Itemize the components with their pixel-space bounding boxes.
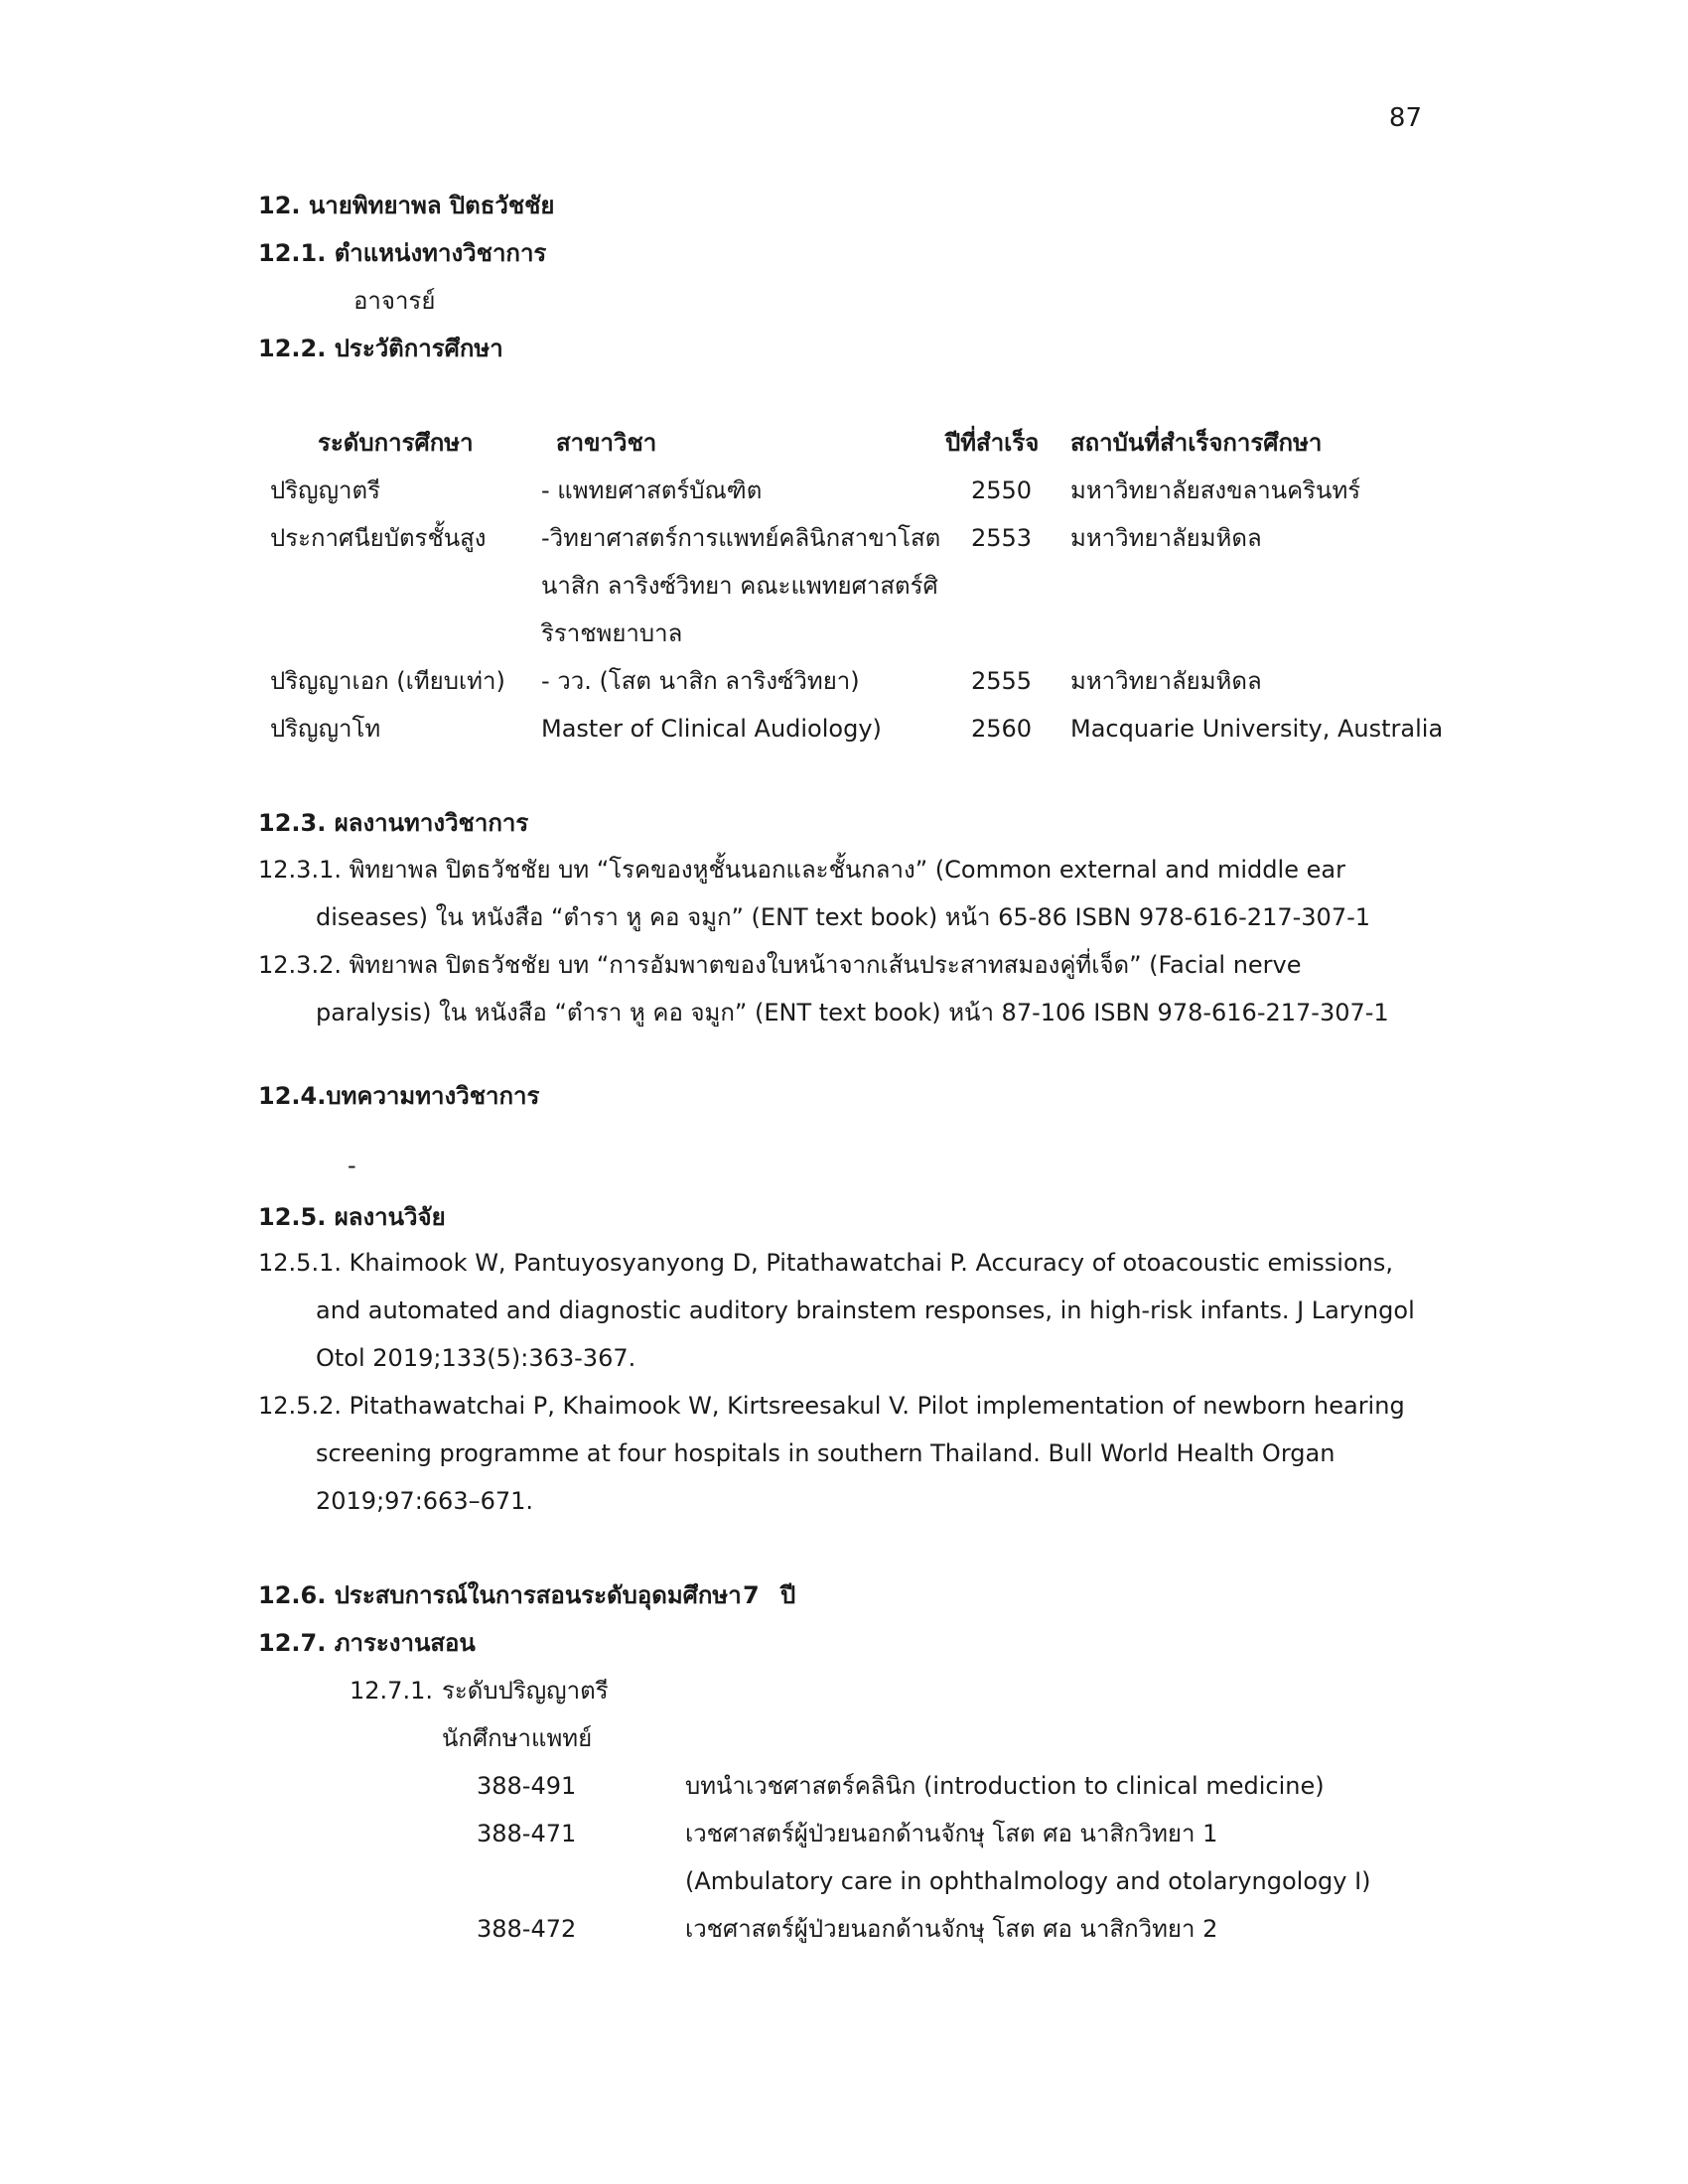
course-code: 388-472: [477, 1915, 577, 1943]
course-code: 388-491: [477, 1772, 577, 1800]
table-header-level: ระดับการศึกษา: [318, 429, 474, 457]
teaching-load-sub-label: ระดับปริญญาตรี: [442, 1677, 609, 1705]
list-item: 12.5.2. Pitathawatchai P, Khaimook W, Kirtsreesakul V. Pilot implementation of newborn hearing screening programme at four hospitals in southern Thailand. Bull World Health Organ 2019;97:663–671.: [258, 1392, 1405, 1515]
education-heading: 12.2. ประวัติการศึกษา: [258, 335, 503, 362]
table-cell-level: ปริญญาตรี: [270, 477, 380, 504]
table-cell-year: 2550: [971, 477, 1033, 504]
position-heading: 12.1. ตำแหน่งทางวิชาการ: [258, 239, 547, 267]
course-code: 388-471: [477, 1820, 577, 1847]
course-title: เวชศาสตร์ผู้ป่วยนอกด้านจักษุ โสต ศอ นาสิกวิทยา 1: [685, 1820, 1218, 1847]
table-cell-level: ประกาศนียบัตรชั้นสูง: [270, 524, 487, 552]
table-cell-field: - วว. (โสต นาสิก ลาริงซ์วิทยา): [541, 667, 860, 695]
articles-value: -: [348, 1152, 356, 1179]
table-cell-field: ริราชพยาบาล: [541, 619, 683, 647]
teaching-load-heading: 12.7. ภาระงานสอน: [258, 1629, 476, 1657]
table-cell-year: 2555: [971, 667, 1033, 695]
table-cell-level: ปริญญาโท: [270, 715, 381, 743]
table-header-field: สาขาวิชา: [556, 429, 657, 457]
table-cell-field: -วิทยาศาสตร์การแพทย์คลินิกสาขาโสต: [541, 524, 941, 552]
teaching-experience-years: 7: [743, 1581, 760, 1609]
table-cell-institution: Macquarie University, Australia: [1070, 715, 1444, 743]
table-cell-field: นาสิก ลาริงซ์วิทยา คณะแพทยศาสตร์ศิ: [541, 572, 938, 600]
table-cell-institution: มหาวิทยาลัยมหิดล: [1070, 524, 1262, 552]
teaching-load-group: นักศึกษาแพทย์: [442, 1724, 593, 1752]
course-title: บทนำเวชศาสตร์คลินิก (introduction to clinical medicine): [685, 1772, 1325, 1800]
articles-heading: 12.4.บทความทางวิชาการ: [258, 1082, 540, 1110]
table-cell-institution: มหาวิทยาลัยสงขลานครินทร์: [1070, 477, 1361, 504]
page-number: 87: [1388, 103, 1422, 133]
person-heading: 12. นายพิทยาพล ปิตธวัชชัย: [258, 192, 555, 219]
teaching-load-sub-number: 12.7.1.: [350, 1677, 433, 1705]
teaching-experience-unit: ปี: [780, 1581, 796, 1609]
list-item: 12.5.1. Khaimook W, Pantuyosyanyong D, Pitathawatchai P. Accuracy of otoacoustic emissions, and automated and diagnostic auditory brainstem responses, in high-risk infants. J Laryngol Otol 2019;133(5):363-367.: [258, 1249, 1415, 1372]
table-header-institution: สถาบันที่สำเร็จการศึกษา: [1070, 429, 1323, 457]
teaching-experience-heading: 12.6. ประสบการณ์ในการสอนระดับอุดมศึกษา: [258, 1581, 742, 1609]
table-cell-level: ปริญญาเอก (เทียบเท่า): [270, 667, 505, 695]
list-item: 12.3.1. พิทยาพล ปิตธวัชชัย บท “โรคของหูชั้นนอกและชั้นกลาง” (Common external and middle ear diseases) ใน หนังสือ “ตำรา หู คอ จมูก” (ENT text book) หน้า 65-86 ISBN 978-616-217-307-1: [258, 856, 1371, 931]
list-item: 12.3.2. พิทยาพล ปิตธวัชชัย บท “การอัมพาตของใบหน้าจากเส้นประสาทสมองคู่ที่เจ็ด” (Facial nerve paralysis) ใน หนังสือ “ตำรา หู คอ จมูก” (ENT text book) หน้า 87-106 ISBN 978-616-217-307-1: [258, 951, 1389, 1026]
table-cell-institution: มหาวิทยาลัยมหิดล: [1070, 667, 1262, 695]
table-cell-field: Master of Clinical Audiology): [541, 715, 882, 743]
table-cell-year: 2553: [971, 524, 1033, 552]
table-cell-field: - แพทยศาสตร์บัณฑิต: [541, 477, 763, 504]
table-header-year: ปีที่สำเร็จ: [945, 429, 1040, 457]
academic-works-heading: 12.3. ผลงานทางวิชาการ: [258, 809, 529, 837]
table-cell-year: 2560: [971, 715, 1033, 743]
course-title: เวชศาสตร์ผู้ป่วยนอกด้านจักษุ โสต ศอ นาสิกวิทยา 2: [685, 1915, 1218, 1943]
course-title: (Ambulatory care in ophthalmology and otolaryngology I): [685, 1867, 1371, 1895]
position-value: อาจารย์: [353, 287, 436, 315]
research-heading: 12.5. ผลงานวิจัย: [258, 1203, 446, 1231]
